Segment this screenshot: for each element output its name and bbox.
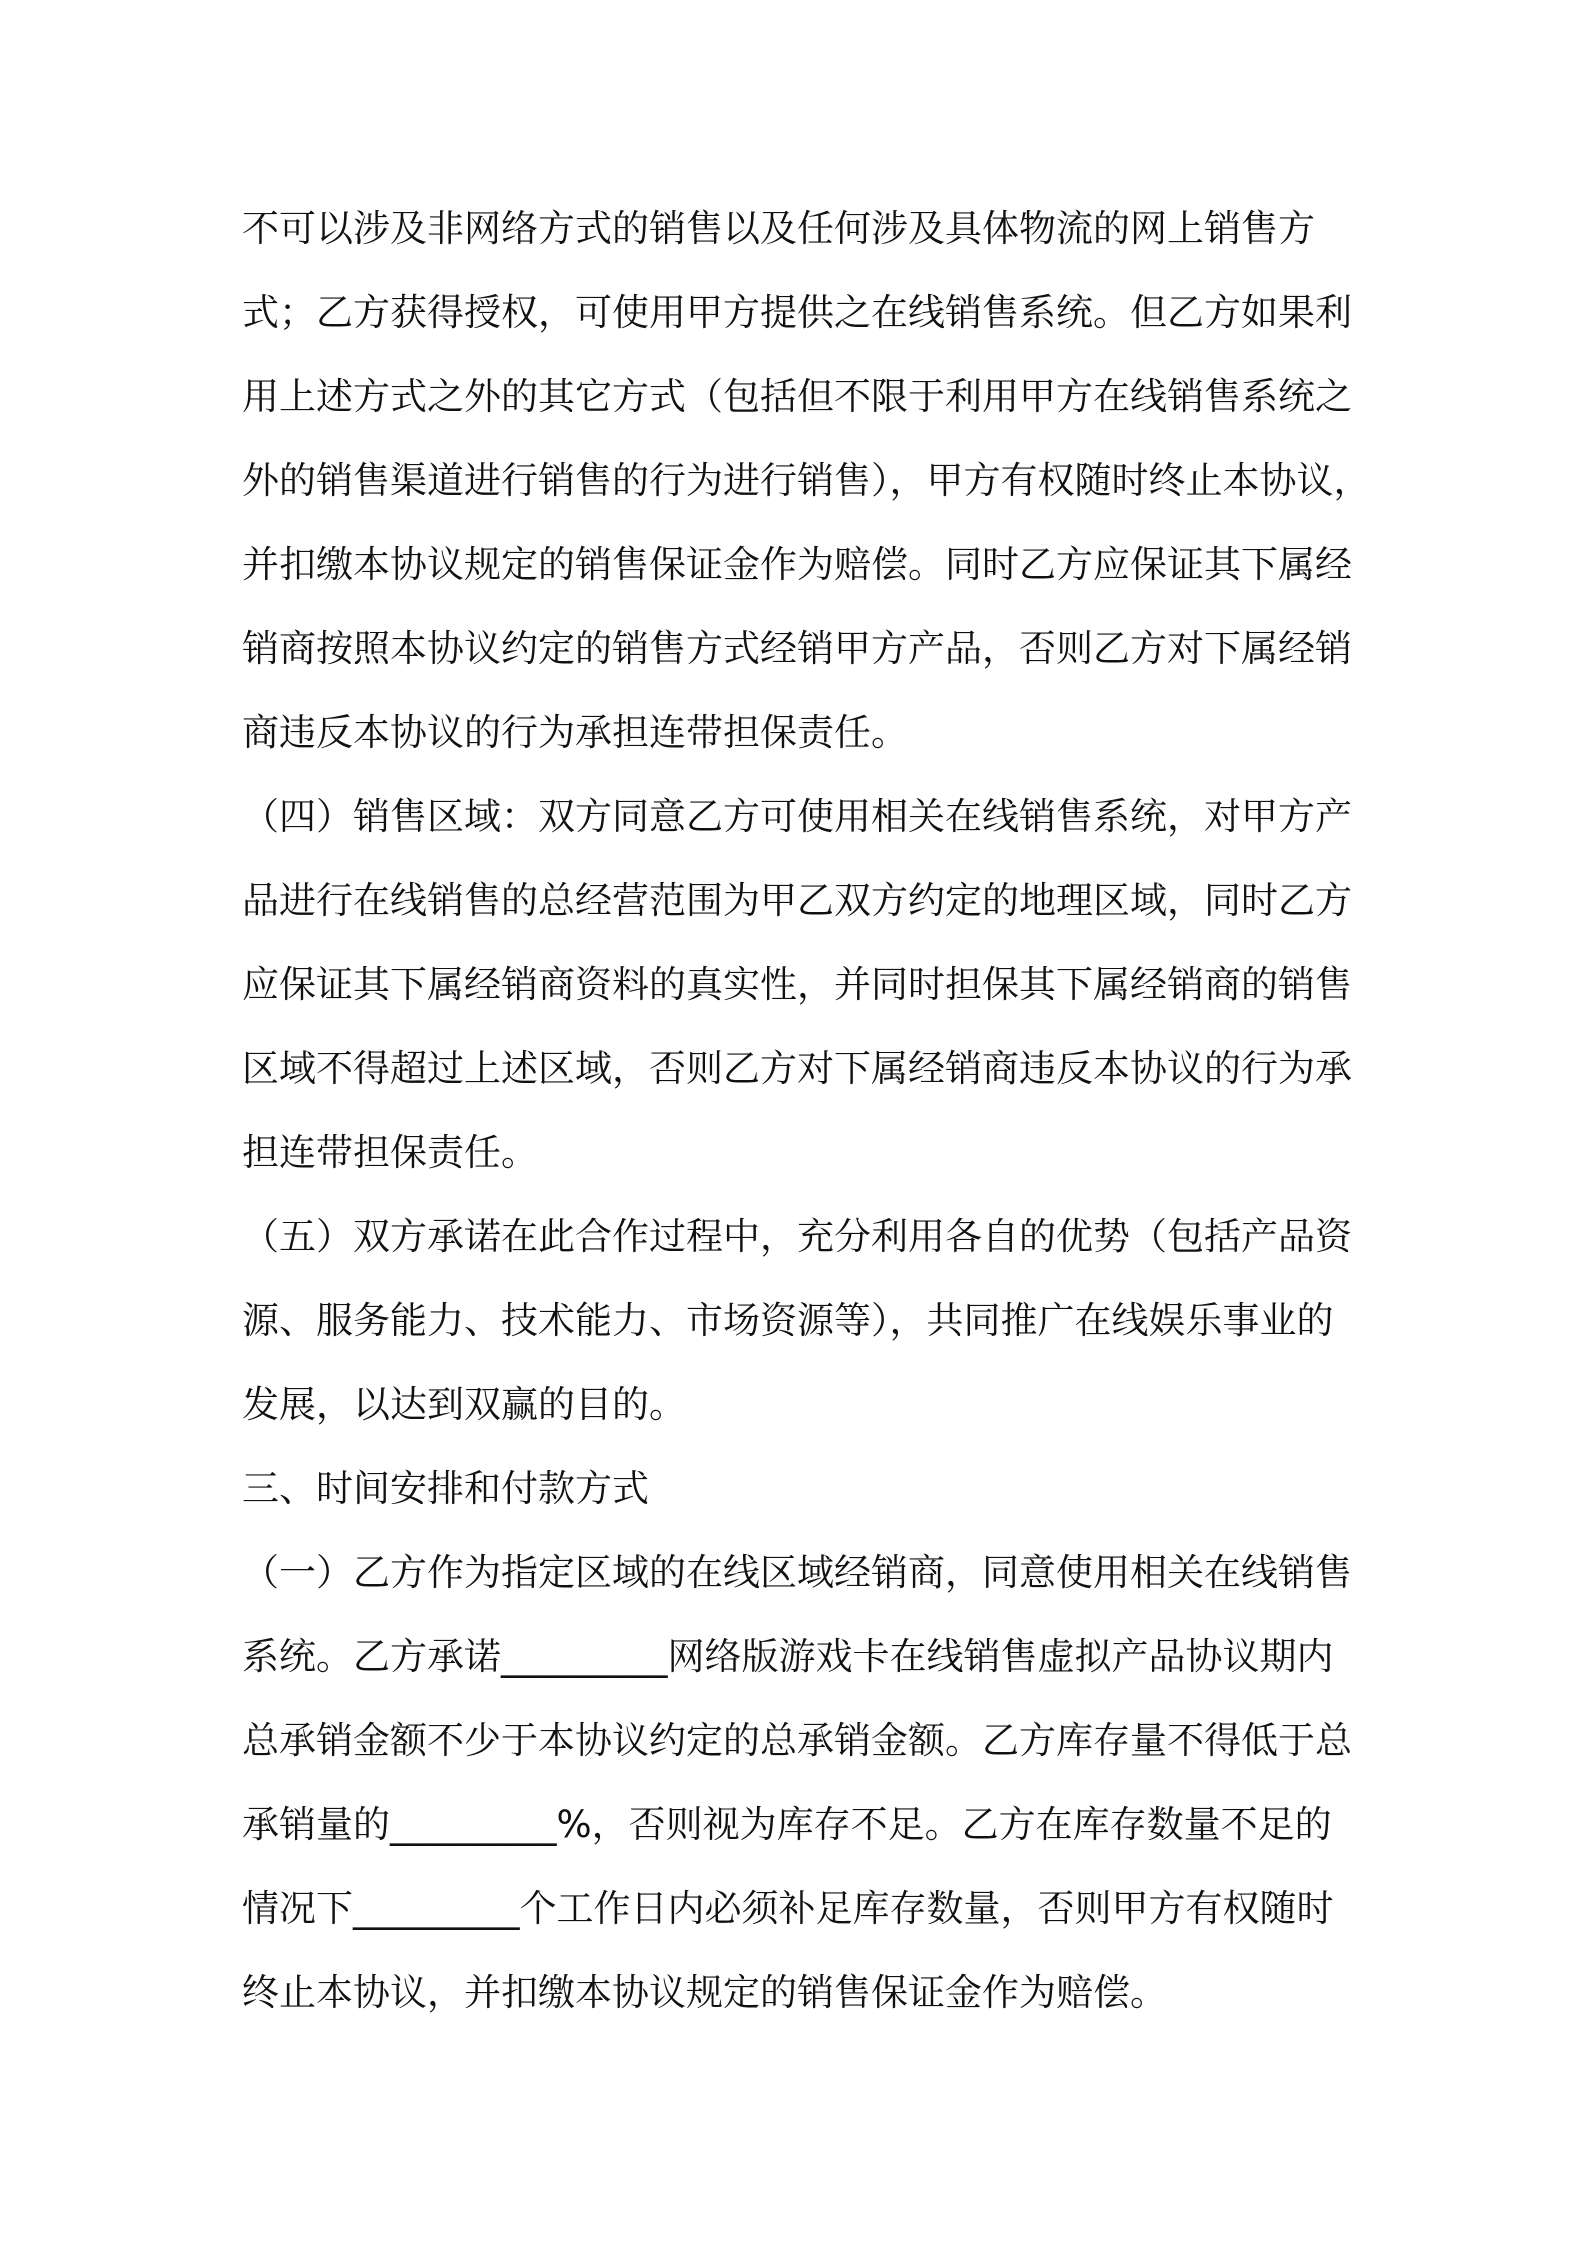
text-line: （一）乙方作为指定区域的在线区域经销商，同意使用相关在线销售 [242,1551,1352,1594]
text-line: 销商按照本协议约定的销售方式经销甲方产品，否则乙方对下属经销 [242,627,1352,670]
text-line: 外的销售渠道进行销售的行为进行销售），甲方有权随时终止本协议， [242,459,1371,502]
text-line: 并扣缴本协议规定的销售保证金作为赔偿。同时乙方应保证其下属经 [242,543,1352,586]
text-line: 品进行在线销售的总经营范围为甲乙双方约定的地理区域，同时乙方 [242,879,1352,922]
text-line: 不可以涉及非网络方式的销售以及任何涉及具体物流的网上销售方 [242,207,1315,250]
text-line: 系统。乙方承诺_________网络版游戏卡在线销售虚拟产品协议期内 [242,1635,1334,1678]
text-line: 总承销金额不少于本协议约定的总承销金额。乙方库存量不得低于总 [242,1719,1352,1762]
text-line: 承销量的_________%，否则视为库存不足。乙方在库存数量不足的 [242,1803,1332,1846]
text-line: （五）双方承诺在此合作过程中，充分利用各自的优势（包括产品资 [242,1215,1352,1258]
text-line: （四）销售区域：双方同意乙方可使用相关在线销售系统，对甲方产 [242,795,1352,838]
text-line: 源、服务能力、技术能力、市场资源等），共同推广在线娱乐事业的 [242,1299,1334,1342]
text-line: 情况下_________个工作日内必须补足库存数量，否则甲方有权随时 [242,1887,1334,1930]
text-line: 担连带担保责任。 [242,1131,538,1174]
text-line: 用上述方式之外的其它方式（包括但不限于利用甲方在线销售系统之 [242,375,1352,418]
text-line: 终止本协议，并扣缴本协议规定的销售保证金作为赔偿。 [242,1971,1167,2014]
text-line: 应保证其下属经销商资料的真实性，并同时担保其下属经销商的销售 [242,963,1352,1006]
text-line: 区域不得超过上述区域，否则乙方对下属经销商违反本协议的行为承 [242,1047,1352,1090]
text-line: 发展，以达到双赢的目的。 [242,1383,686,1426]
section-heading: 三、时间安排和付款方式 [242,1467,649,1510]
text-line: 商违反本协议的行为承担连带担保责任。 [242,711,908,754]
text-line: 式；乙方获得授权，可使用甲方提供之在线销售系统。但乙方如果利 [242,291,1352,334]
